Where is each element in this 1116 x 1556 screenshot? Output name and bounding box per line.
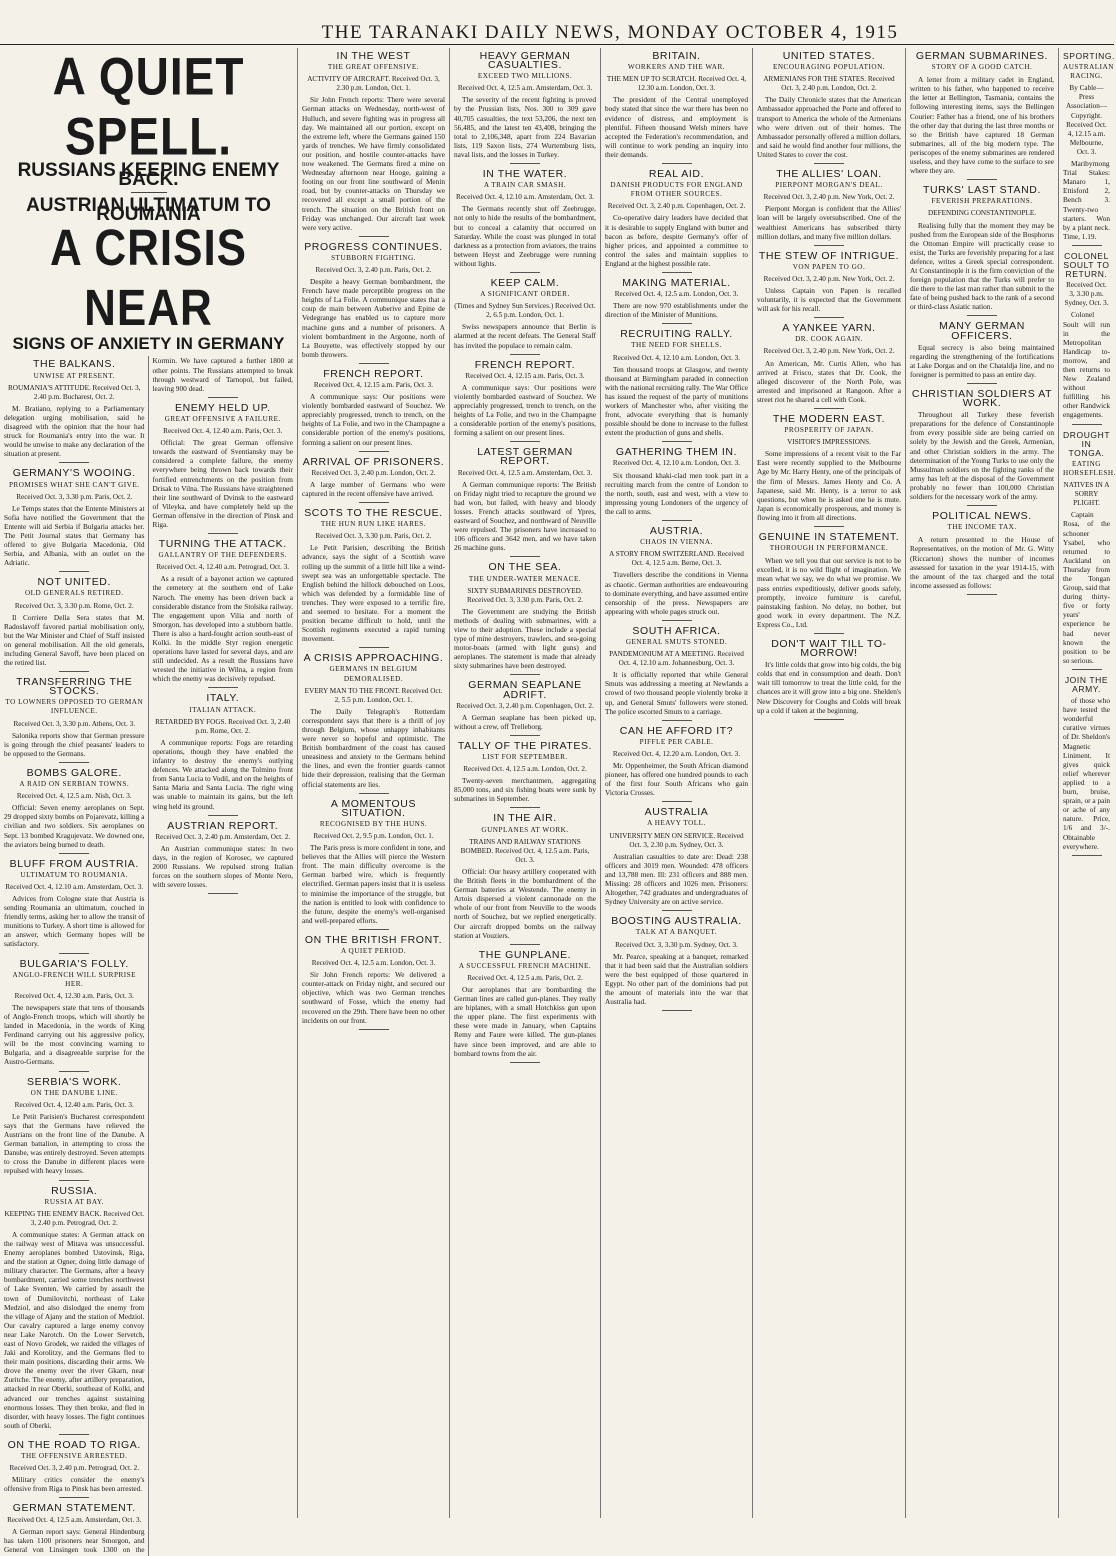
column-7 bbox=[1058, 48, 1114, 1518]
article-body: Six thousand khaki-clad men took part in a recruiting march from the centre of London to the north, south, east and west, with a view to impressing young Londoners of the urgency of the call to arms. bbox=[605, 470, 748, 516]
article-body: The Government are studying the British methods of dealing with submarines, with a view to their adoption. These include a special type of mine destroyers, trawlers, and sea-going motor-boats (armed with light guns) and aeroplanes. The statement is made that already sixty submarines have been destroyed. bbox=[454, 606, 596, 671]
article-subheadline: GENERAL SMUTS STONED. bbox=[625, 637, 728, 646]
article-body: A German report says: General Hindenburg has taken 1100 prisoners near Smorgon, and General von Linsingen took 1300 on the Kormin. We have captured a further 1800 at other points. The Russians attempted to break through westward of Tarnopol, but failed, leaving 900 dead. bbox=[4, 356, 293, 1554]
article-subheadline: PIERPONT MORGAN'S DEAL. bbox=[775, 181, 883, 190]
article-subheadline: PIFFLE PER CABLE. bbox=[639, 737, 714, 746]
article-subheadline: WORKERS AND THE WAR. bbox=[627, 63, 726, 72]
article-headline: COLONEL SOULT TO RETURN. bbox=[1063, 250, 1110, 280]
article-headline: SERBIA'S WORK. bbox=[27, 1075, 122, 1088]
article-headline: AUSTRALIA bbox=[644, 806, 709, 819]
article-headline: ON THE ROAD TO RIGA. bbox=[7, 1438, 141, 1451]
article-body: Unless Captain von Papen is recalled voluntarily, it is expected that the Government will ask for his recall. bbox=[757, 285, 901, 314]
article-dateline: Received Oct. 4, 12.5 a.m. London, Oct. 3. bbox=[614, 290, 739, 299]
article-headline: THE STEW OF INTRIGUE. bbox=[758, 249, 900, 262]
article-dateline: UNIVERSITY MEN ON SERVICE. Received Oct. 3, 2.30 p.m. Sydney, Oct. 3. bbox=[609, 831, 744, 849]
article-dateline: Received Oct. 4, 12.40 a.m. Petrograd, Oct. 3. bbox=[156, 563, 290, 572]
article-headline: ARRIVAL OF PRISONERS. bbox=[302, 455, 445, 468]
article bbox=[4, 578, 145, 672]
article-dateline: Received Oct. 4, 12.5 a.m. Amsterdam, Oct. 3. bbox=[457, 468, 593, 477]
lead-subhead-3: A CRISIS NEAR bbox=[49, 220, 248, 337]
column-1-stories bbox=[4, 356, 293, 1556]
article bbox=[910, 322, 1054, 384]
article-headline: THE GUNPLANE. bbox=[478, 948, 572, 961]
article bbox=[757, 415, 901, 527]
article-body: Official: Our heavy artillery cooperated with the British fleets in the bombardment of the German batteries at Westende. The enemy in Artois dispersed a violent cannonade on the whole of our front from Neuville to the woods north of Souchez, but we replied energetically. Our aircraft dropped bombs on the railway station at Vouziers. bbox=[454, 866, 596, 940]
article-headline: ON THE BRITISH FRONT. bbox=[304, 933, 443, 946]
article bbox=[4, 678, 145, 763]
article-dateline: Received Oct. 3, 2.40 p.m. Copenhagen, Oct. 2. bbox=[456, 701, 594, 710]
article-headline: NOT UNITED. bbox=[37, 576, 111, 589]
article-dateline: Received Oct. 3, 2.40 p.m. New York, Oct. 2. bbox=[763, 347, 895, 356]
article-body: of those who have tested the wonderful curative virtues of Dr. Sheldon's Magnetic Liniment. It gives quick relief wherever applied to a burn, bruise, sprain, or a pain or ache of any nature. Price, 1/6 and 3/-. Obtainable everywhere. bbox=[1063, 696, 1111, 851]
article bbox=[757, 324, 901, 409]
page-columns bbox=[0, 46, 1116, 1554]
article-dateline: Received Oct. 4, 12.10 a.m. London, Oct. 3. bbox=[612, 353, 741, 362]
column-4 bbox=[600, 48, 752, 1518]
article-headline: MAKING MATERIAL. bbox=[622, 276, 731, 289]
article-headline: DON'T WAIT TILL TO-MORROW! bbox=[771, 637, 887, 660]
article-headline: BOOSTING AUSTRALIA. bbox=[611, 915, 742, 928]
article-body: A communique says: Our positions were violently bombarded eastward of Souchez. We appreciably progressed, trench to trench, on the heights of La Folie, and two in the Champagne a considerable portion of the enemy's positions, forming a salient on our present lines. bbox=[302, 392, 445, 447]
article-body: The newspapers state that tens of thousands of Anglo-French troops, which will shortly be landed in Macedonia, in the words of King Ferdinand carrying out his aggressive policy, will be the most convincing warning to Bulgaria, and a disagreeable surprise for the Austro-Germans. bbox=[4, 1002, 145, 1067]
article-dateline: Received Oct. 4, 12.5 a.m. Paris, Oct. 2. bbox=[467, 973, 583, 982]
article-subheadline: A SIGNIFICANT ORDER. bbox=[480, 290, 570, 299]
article-headline: PROGRESS CONTINUES. bbox=[304, 240, 443, 253]
article bbox=[152, 401, 294, 534]
article-dateline: Received Oct. 4, 12.10 a.m. Amsterdam, Oct. 3. bbox=[456, 193, 594, 202]
article-body: Advices from Cologne state that Austria is sending Roumania an ultimatum, couched in friendly terms, asking her to allow the transit of munitions to Turkey. A short time is allowed for an answer, which Germany hopes will be satisfactory. bbox=[4, 893, 145, 949]
article-body: Le Petit Parisien, describing the British advance, says the sight of a Scottish wave rolling up the summit of a little hill like a wind-swept sea was an unforgettable spectacle. The English behind the hillock debouched on Loos, which was defended by a formidable line of trenches. They were exposed to a terrific fire, and seemed to hesitate. For a moment the position became difficult to hold, until the Scottish regiments executed a rapid turning movement. bbox=[302, 543, 445, 644]
article-dateline: (Times and Sydney Sun Services.) Received Oct. 2, 6.5 p.m. London, Oct. 1. bbox=[454, 302, 596, 320]
article-subheadline: PROSPERITY OF JAPAN. bbox=[784, 426, 874, 435]
article-body: Australian casualties to date are: Dead: 238 officers and 3019 men. Wounded: 478 officers and 13,788 men. Ill: 231 officers and 888 men. Missing: 28 officers and 1026 men. Prisoners: Altogether, 742 graduates and undergraduates of Sydney University are on active service. bbox=[605, 851, 748, 907]
article-subheadline: ITALIAN ATTACK. bbox=[189, 705, 257, 714]
article-dateline: Received Oct. 4, 12.30 a.m. Paris, Oct. 3. bbox=[14, 991, 134, 1000]
article-headline: FRENCH REPORT. bbox=[323, 367, 424, 380]
column-1 bbox=[0, 46, 297, 1554]
article-body: Equal secrecy is also being maintained regarding the strengthening of the fortifications at Lake Dorgas and on the Chataldja line, and no foreigner is permitted to pass an entire day. bbox=[910, 342, 1054, 379]
article-dateline: Received Oct. 4, 12.5 a.m. Amsterdam, Oct. 3. bbox=[7, 1515, 142, 1524]
article-subheadline: STUBBORN FIGHTING. bbox=[331, 253, 416, 262]
article-body: A German communique reports: The British on Friday night tried to recapture the ground we had won, but failed, with heavy and bloody losses. French attacks southward of Ypres, eastward of Souchez, and northward of Neuville were repulsed. The prisoners have increased to 106 officers and 3642 men, and we have taken 26 machine guns. bbox=[454, 479, 596, 553]
article-body: The Daily Telegraph's Rotterdam correspondent says that there is a thrill of joy through Belgium, whose unhappy inhabitants were never so hopeful and optimistic. The British bombardment of the coast has caused uneasiness and anxiety to the Germans behind the lines, and even the frontier guards cannot hide their depression, realising that the German official statements are lies. bbox=[302, 706, 445, 789]
article-subheadline: ULTIMATUM TO ROUMANIA. bbox=[20, 870, 129, 879]
article-subheadline: TALK AT A BANQUET. bbox=[635, 928, 718, 937]
article-body: It's little colds that grow into big colds, the big colds that end in consumption and death. Don't wait till tomorrow to treat the little cold, for the chances are it will grow into a big one. Shelden's New Discovery for Coughs and Colds will break up a cold if taken at the beginning. bbox=[757, 660, 901, 715]
article bbox=[757, 52, 901, 164]
article-body: The severity of the recent fighting is proved by the Prussian lists, Nos. 300 to 309 gave 40,705 casualties, the text 53,206, the next ten 56,485, and the latest ten 43,408, bringing the total to 2,106,348, apart from 224 Bavarian lists, 119 Saxon lists, 274 Wurtemburg lists, naval lists, and the losses in Turkey. bbox=[454, 95, 596, 159]
article-body: There are now 970 establishments under the direction of the Minister of Munitions. bbox=[605, 301, 748, 320]
article-dateline: Received Oct. 4, 12.10 a.m. Amsterdam, Oct. 3. bbox=[5, 882, 144, 891]
article bbox=[153, 540, 294, 688]
article-subheadline: AUSTRALIAN RACING. bbox=[1063, 63, 1114, 81]
article-subheadline: A QUIET PERIOD. bbox=[340, 946, 407, 955]
article bbox=[302, 654, 445, 793]
article-subheadline: THE OFFENSIVE ARRESTED. bbox=[21, 1452, 128, 1461]
article-dateline: Received Oct. 3, 2.40 p.m. Paris, Oct. 2. bbox=[315, 265, 432, 274]
column-6 bbox=[905, 48, 1058, 1518]
article-subheadline: DR. COOK AGAIN. bbox=[795, 335, 863, 344]
article bbox=[910, 186, 1054, 316]
lead-subhead-1: RUSSIANS KEEPING ENEMY BACK. bbox=[17, 160, 280, 191]
article-body: Mr. Oppenheimer, the South African diamond pioneer, has offered one hundred pounds to each of the first four South Africans who gain Victoria Crosses. bbox=[605, 761, 748, 798]
article-headline: IN THE WATER. bbox=[482, 168, 568, 181]
article-body: A communique says: Our positions were violently bombarded eastward of Souchez. We appreciably progressed, trench to trench, on the heights of La Folie, and two in the Champagne a considerable portion of the enemy's positions, forming a salient on our present lines. bbox=[454, 382, 596, 438]
article-dateline: Received Oct. 3, 3.30 p.m. Sydney, Oct. 3. bbox=[1064, 281, 1109, 308]
article-body: M. Bratiano, replying to a Parliamentary delegation urging mobilisation, said he disagreed with the opinion that the hour had struck for Roumania's entry into the war. It would be unwise to make any declaration of the situation at present. bbox=[4, 403, 145, 459]
article-headline: A YANKEE YARN. bbox=[782, 322, 876, 335]
article-subheadline: VON PAPEN TO GO. bbox=[792, 262, 866, 271]
article-headline: THE BALKANS. bbox=[33, 358, 116, 371]
article-body: Our aeroplanes that are bombarding the German lines are called gun-planes. They really are biplanes, with a small Hotchkiss gun upon the upper plane. The first experiments with these were made in January, when Captains Remy and Faure were killed. The gun-planes have since been improved, and are able to bombard towns from the air. bbox=[454, 984, 596, 1058]
article-headline: REAL AID. bbox=[648, 168, 705, 181]
article bbox=[4, 857, 145, 954]
article-headline: GERMAN SUBMARINES. bbox=[915, 50, 1049, 62]
article-headline: BOMBS GALORE. bbox=[26, 766, 122, 779]
article-dateline: THE MEN UP TO SCRATCH. Received Oct. 4, 12.30 a.m. London, Oct. 3. bbox=[606, 75, 747, 93]
article-dateline: Received Oct. 4, 12.5 a.m. Amsterdam, Oct. 3. bbox=[457, 84, 593, 93]
column-2 bbox=[297, 48, 449, 1518]
article bbox=[910, 52, 1054, 180]
article-body: Travellers describe the conditions in Vienna as chaotic. German authorities are endeavouring to dominate everything, and have assumed entire censorship of the press. Newspapers are appearing with whole pages struck out. bbox=[605, 570, 748, 616]
article bbox=[153, 694, 294, 815]
article-body: The Germans recently shut off Zeebrugge, not only to hide the results of the bombardment, but to conceal a calamity that occurred on Saturday. While the coast was plunged in total darkness as a protection from aviators, the trains between Heyst and Zeebrugge were running without lights. bbox=[454, 204, 596, 268]
article-headline: AUSTRIA. bbox=[649, 525, 704, 538]
article bbox=[302, 933, 445, 1030]
article-subheadline: PROMISES WHAT SHE CAN'T GIVE. bbox=[8, 480, 140, 489]
article-dateline: Received Oct. 4, 12.40 a.m. Paris, Oct. 3. bbox=[163, 427, 283, 436]
article bbox=[454, 170, 596, 273]
article-dateline: Received Oct. 3, 2.40 p.m. London, Oct. 2. bbox=[311, 468, 436, 477]
article-headline: POLITICAL NEWS. bbox=[932, 510, 1032, 523]
article-subheadline: THE GREAT OFFENSIVE. bbox=[327, 63, 420, 72]
article-subheadline: ANGLO-FRENCH WILL SURPRISE HER. bbox=[12, 970, 137, 988]
article bbox=[1063, 252, 1110, 425]
article-dateline: Received Oct. 3, 2.40 p.m. Copenhagen, Oct. 2. bbox=[607, 202, 746, 211]
divider bbox=[131, 192, 167, 193]
article bbox=[454, 948, 596, 1063]
article bbox=[757, 637, 901, 720]
article-subheadline: ENCOURAGING POPULATION. bbox=[772, 63, 886, 72]
article-dateline: ROUMANIA'S ATTITUDE. Received Oct. 3, 2.40 p.m. Bucharest, Oct. 2. bbox=[8, 383, 141, 401]
article-body: The president of the Central unemployed body stated that since the war there has been no evidence of distress, and employment is plentiful. Fifteen thousand Welsh miners have accepted the Federation's recommendation, and will continue to work pending an inquiry into their demands. bbox=[605, 95, 748, 159]
article bbox=[605, 527, 748, 621]
article-dateline: ARMENIANS FOR THE STATES. Received Oct. 3, 2.40 p.m. London, Oct. 2. bbox=[763, 75, 895, 93]
article-headline: AUSTRIAN REPORT. bbox=[167, 819, 279, 832]
article-body: Ten thousand troops at Glasgow, and twenty thousand at Birmingham paraded in connection with the national recruiting rally. The War Office has issued the request of the party of munitions workers of Manchester who, after visiting the front, advocate everything that is humanly possible should be done to increase to the fullest extent the production of guns and shells. bbox=[605, 364, 748, 438]
article-dateline: Received Oct. 3, 3.30 p.m. Paris, Oct. 2. bbox=[315, 532, 432, 541]
article bbox=[454, 358, 596, 443]
article-subheadline: RUSSIA AT BAY. bbox=[44, 1197, 104, 1206]
column-3 bbox=[449, 48, 600, 1518]
article-headline: ENEMY HELD UP. bbox=[174, 401, 271, 414]
article-dateline: EVERY MAN TO THE FRONT. Received Oct. 2, 5.5 p.m. London, Oct. 1. bbox=[304, 686, 443, 704]
article bbox=[302, 509, 445, 648]
article-body: A large number of Germans who were captured in the recent offensive have arrived. bbox=[302, 479, 445, 498]
article-subheadline: THE UNDER-WATER MENACE. bbox=[468, 574, 582, 583]
article bbox=[4, 957, 145, 1072]
article-dateline: A STORY FROM SWITZERLAND. Received Oct. 4, 12.5 a.m. Berne, Oct. 3. bbox=[609, 550, 744, 568]
article bbox=[1063, 676, 1110, 856]
article-subheadline: GREAT OFFENSIVE A FAILURE. bbox=[164, 414, 281, 423]
article-subheadline: THOROUGH IN PERFORMANCE. bbox=[769, 544, 889, 553]
article-dateline: Received Oct. 4, 12.20 a.m. London, Oct. 3. bbox=[612, 749, 741, 758]
article-subheadline: TO LOWNERS OPPOSED TO GERMAN INFLUENCE. bbox=[5, 698, 144, 716]
lead-subhead-4: SIGNS OF ANXIETY IN GERMANY bbox=[12, 334, 285, 354]
column-5 bbox=[752, 48, 905, 1518]
article-headline: GERMAN SEAPLANE ADRIFT. bbox=[468, 679, 582, 701]
article bbox=[605, 276, 748, 324]
article-body: Some impressions of a recent visit to the Far East were recently supplied to the Melbourne Age by Mr. Harry Henty, one of the principals of the firm of Messrs. James Henty and Co. A Japanese, said Mr. Henty, is a terror to ask questions, but when he is asked one he is mute. Japan is economically prosperous, and money is flowing into it from all directions. bbox=[757, 449, 901, 522]
article-headline: TALLY OF THE PIRATES. bbox=[457, 739, 593, 752]
article-subheadline: A RAID ON SERBIAN TOWNS. bbox=[19, 780, 130, 789]
article-headline: GATHERING THEM IN. bbox=[615, 446, 738, 459]
article-subheadline: RECOGNISED BY THE HUNS. bbox=[319, 819, 428, 828]
article-dateline: Received Oct. 3, 3.30 p.m. Paris, Oct. 2. bbox=[16, 492, 133, 501]
article-headline: A CRISIS APPROACHING. bbox=[303, 652, 444, 665]
article-subheadline: UNWISE AT PRESENT. bbox=[33, 371, 115, 380]
article-subheadline: GUNPLANES AT WORK. bbox=[481, 825, 569, 834]
article bbox=[605, 724, 748, 803]
article-dateline: Received Oct. 4, 12.15 a.m. Paris, Oct. 3. bbox=[313, 381, 434, 389]
article bbox=[302, 52, 445, 237]
article-headline: UNITED STATES. bbox=[782, 50, 876, 62]
article-body: Pierpont Morgan is confident that the Allies' loan will be largely oversubscribed. One of the wealthiest Americans has subscribed thirty million dollars, and many five million dollars. bbox=[757, 204, 901, 241]
article-dateline: TRAINS AND RAILWAY STATIONS BOMBED. Received Oct. 4, 12.5 a.m. Paris, Oct. 3. bbox=[460, 837, 590, 864]
article-dateline: RETARDED BY FOGS. Received Oct. 3, 2.40 p.m. Rome, Oct. 2. bbox=[155, 717, 291, 735]
article-body: Il Corriere Della Sera states that M. Radoslavoff favored partial mobilisation only, but the War Minister and Chief of Staff insisted on general mobilisation. All the old generals, including General Savoff, have been placed on the retired list. bbox=[4, 612, 145, 668]
masthead-rule bbox=[0, 44, 1114, 45]
article-headline: LATEST GERMAN REPORT. bbox=[477, 446, 573, 468]
article-subheadline: DANISH PRODUCTS FOR ENGLAND FROM OTHER SOURCES. bbox=[610, 181, 743, 199]
article-headline: A MOMENTOUS SITUATION. bbox=[330, 797, 417, 819]
article-headline: DROUGHT IN TONGA. bbox=[1063, 429, 1111, 458]
article-headline: SCOTS TO THE RESCUE. bbox=[304, 507, 443, 520]
article-body: Salonika reports show that German pressure is going through the chief peasants' leaders to be opposed to the Germans. bbox=[4, 730, 145, 758]
article-headline: SOUTH AFRICA. bbox=[632, 624, 721, 637]
article bbox=[4, 360, 145, 463]
article-dateline: VISITOR'S IMPRESSIONS. bbox=[787, 438, 871, 447]
article-headline: CAN HE AFFORD IT? bbox=[619, 724, 734, 737]
article-headline: RUSSIA. bbox=[51, 1184, 98, 1197]
article bbox=[605, 917, 748, 1011]
article-headline: THE ALLIES' LOAN. bbox=[776, 168, 882, 181]
article-body: A letter from a military cadet in England, written to his father, who happened to receive the letter at Bellington, Tasmania, contains the following interesting items, says the Bellingen Courier: Father has a friend, one of his brothers the other day that during the last three months or so the British have captured 18 German submarines, all of the big modern type. The periscopes of the enemy submarines are rendered useless, and they have come to the surface to see where they are. bbox=[910, 75, 1054, 176]
lead-subhead-2: AUSTRIAN ULTIMATUM TO ROUMANIA bbox=[26, 195, 271, 226]
article-body: Despite a heavy German bombardment, the French have made perceptible progress on the heights of La Folie. A communique states that a coup de main between Auberive and Epine de Vedegrange has enabled us to capture more machine guns and a number of prisoners. A violent bombardment in the Argonne, north of La Bouyette, was effectively stopped by our bomb throwers. bbox=[302, 277, 445, 359]
article-body: Military critics consider the enemy's offensive from Riga to Pinsk has been arrested. bbox=[4, 1475, 145, 1494]
article-body: Twenty-seven merchantmen, aggregating 85,000 tons, and six fishing boats were sunk by submarines in September. bbox=[454, 776, 596, 804]
article-dateline: Received Oct. 4, 12.5 a.m. London, Oct. 3. bbox=[311, 959, 436, 968]
article-subheadline: OLD GENERALS RETIRED. bbox=[24, 589, 124, 598]
article-headline: RECRUITING RALLY. bbox=[620, 328, 733, 341]
article-subheadline: A SUCCESSFUL FRENCH MACHINE. bbox=[458, 961, 592, 970]
article bbox=[910, 512, 1054, 595]
article bbox=[4, 766, 145, 854]
article-body: The Paris press is more confident in tone, and believes that the Allies will pierce the Western front. The main difficulty overcome is the German barbed wire, which is frequently electrified. German papers insist that it is useless to minimise the importance of the struggle, but the nation is entitled to look with confidence to the future, despite the enemy's well-organised and well-prepared efforts. bbox=[302, 843, 445, 925]
article-body: A communique states: A German attack on the railway west of Mitava was unsuccessful. Enemy aeroplanes bombed Ustovinsk, Riga, and the station at Ogner, doing little damage of military character. The Germans, after a heavy bombardment, carried some trenches northwest of Lake Sventen. We carried by assault the town of Dumilovitchi, northeast of Lake Medziol, and also dislodged the enemy from the village of Ajany and the station of Medziol. Our cavalry captured a large enemy convoy near Lake Narotch. On the Lower Servetch, east of Novo Grodek, we raided the villages of Jaki and Korolitzy, and the Germans fled to their main positions, discarding their arms. We drove the enemy over the river Gkarn, near Zuritche. The enemy, after artillery preparation, attacked in rear Oberki, southeast of Kolki, and advanced our trenches against sustaining enormous losses. They then broke, and fled in disorder, with heavy losses. The fight continues south of Oberki. bbox=[4, 1229, 145, 1430]
article bbox=[454, 276, 596, 355]
article bbox=[757, 170, 901, 246]
article-dateline: Received Oct. 3, 2.40 p.m. Petrograd, Oct. 2. bbox=[9, 1464, 140, 1473]
article-headline: TURKS' LAST STAND. bbox=[922, 184, 1042, 197]
article bbox=[454, 814, 596, 944]
article-body: A return presented to the House of Representatives, on the motion of Mr. G. Witty (Riccarton) shows the number of incomes assessed for taxation in the year 1914-15, with the amount of the tax charged and the total income assessed as follows: bbox=[910, 535, 1054, 590]
lead-headline: A QUIET SPELL. bbox=[52, 46, 245, 166]
article-body: Realising fully that the moment they may be pushed from the European side of the Bosphorus the Ottoman Empire will practically cease to exist, the Turks are feverishly preparing for a last defence, writes a Greek special correspondent. At Constantinople it is the firm conviction of the foreign population that the Turks will prefer to die there to the last man rather than submit to the fate of being pushed back to the rank of a second or third-class Asiatic nation. bbox=[910, 220, 1054, 312]
article bbox=[152, 819, 294, 895]
article-headline: ITALY. bbox=[206, 692, 240, 705]
article bbox=[4, 469, 145, 572]
article-dateline: Received Oct. 3, 3.30 p.m. Sydney, Oct. 3. bbox=[615, 940, 738, 949]
article-body: Co-operative dairy leaders have decided that it is desirable to supply England with butter and bacon as before, despite Germany's offer of higher prices, and appointed a committee to control the sales and maintain supplies to England at the highest possible rate. bbox=[605, 213, 748, 268]
article bbox=[454, 739, 596, 809]
article-body: An Austrian communique states: In two days, in the region of Korosec, we captured 2000 Russians. We repulsed strong Italian forces on the southern slopes of Monte Nero, with severe losses. bbox=[152, 843, 293, 890]
article bbox=[454, 681, 596, 735]
article-body: Le Temps states that the Entente Ministers at Sofia have notified the Government that the Entente will aid Serbia if Bulgaria attacks her. The Petit Journal states that Germany has offered to give Bulgaria Macedonia, Old Serbia, and Albania, with an outlet on the Adriatic. bbox=[4, 503, 145, 568]
article bbox=[1063, 429, 1116, 670]
article bbox=[1063, 51, 1116, 246]
article-headline: CHRISTIAN SOLDIERS AT WORK. bbox=[911, 388, 1053, 410]
article-dateline: ACTIVITY OF AIRCRAFT. Received Oct. 3, 2.30 p.m. London, Oct. 1. bbox=[307, 75, 440, 93]
article-headline: TURNING THE ATTACK. bbox=[158, 538, 287, 551]
article-headline: BRITAIN. bbox=[652, 50, 701, 62]
article-headline: BULGARIA'S FOLLY. bbox=[19, 957, 129, 970]
article-headline: IN THE WEST bbox=[336, 50, 411, 62]
article-dateline: Received Oct. 3, 2.40 p.m. New York, Oct. 2. bbox=[763, 274, 895, 283]
article-headline: SPORTING. bbox=[1063, 51, 1116, 61]
article-headline: GENUINE IN STATEMENT. bbox=[758, 531, 900, 544]
article-body: Mr. Pearce, speaking at a banquet, remarked that it had been said that the Australian soldiers were the best equipped of those quartered in Egypt. No other part of the dominions had put the amount of materials into the war that Australia had. bbox=[605, 951, 748, 1007]
article-body: Swiss newspapers announce that Berlin is alarmed at the recent defeats. The General Staff has invited the populace to remain calm. bbox=[454, 322, 596, 350]
article bbox=[454, 448, 596, 557]
article-body: An American, Mr. Curtis Allen, who has arrived at Frisco, states that Dr. Cook, the alleged discoverer of the North Pole, was arrested and imprisoned at Rangoon. After a street riot he shared a cell with Cook. bbox=[757, 358, 901, 404]
article-dateline: NATIVES IN A SORRY PLIGHT. bbox=[1063, 481, 1110, 508]
article bbox=[605, 808, 748, 911]
article-headline: GERMAN STATEMENT. bbox=[12, 1502, 136, 1515]
article bbox=[605, 52, 748, 164]
article-subheadline: CHAOS IN VIENNA. bbox=[640, 538, 713, 547]
article-body: As a result of a bayonet action we captured the cemetery at the southern end of Lake Naroch. The enemy has been driven back a considerable distance from the Stolsika railway. The engagement upon Vilia and north of Smorgon, has developed into a stubborn battle. There is also a hard-fought action south-east of Kolki. In the middle Styr region energetic operations have lasted for several days, and are still undecided. As a result the Russians have wrested the initiative in Wilna, a region from which the enemy was decisively repulsed. bbox=[152, 574, 293, 684]
article-subheadline: THE NEED FOR SHELLS. bbox=[631, 341, 722, 350]
article-dateline: Received Oct. 4, 12.10 a.m. London, Oct. 3. bbox=[612, 459, 741, 468]
article-dateline: Received Oct. 4, 12.5 a.m. London, Oct. 2. bbox=[463, 765, 587, 774]
article-body: A German seaplane has been picked up, without a crew, off Trelleborg. bbox=[454, 712, 596, 731]
article-body: The Daily Chronicle states that the American Ambassador approached the Porte and offered to transport to America the whole of the Armenians who were driven out of their homes. The Ambassador personally offered a million dollars, and said he would find another four millions, the United States to cover the cost. bbox=[757, 95, 901, 159]
article-dateline: KEEPING THE ENEMY BACK. Received Oct. 3, 2.40 p.m. Petrograd, Oct. 2. bbox=[4, 1209, 145, 1227]
article-headline: MANY GERMAN OFFICERS. bbox=[939, 320, 1025, 342]
article bbox=[757, 533, 901, 634]
article bbox=[454, 563, 596, 675]
article-dateline: Received Oct. 3, 3.30 p.m. Athens, Oct. 3. bbox=[13, 719, 136, 728]
article-body: Le Petit Parisien's Bucharest correspondent says that the Germans have relieved the Austrians on the front line of the Danube. A German battalion, in attempting to cross the Danube, was entirely destroyed. Seven attempts to cross the Danube in different places were repulsed with heavy losses. bbox=[4, 1111, 145, 1176]
article-subheadline: A HEAVY TOLL. bbox=[647, 819, 706, 828]
article-headline: ON THE SEA. bbox=[488, 561, 562, 574]
article-subheadline: A TRAIN CAR SMASH. bbox=[483, 181, 567, 190]
article-body: Sir John French reports: There were several German attacks on Wednesday, north-west of Hulluch, and severe fighting was in progress all day. We maintained all our portion, except on the extreme left, where the Germans gained 150 yards of trenches. We have firmly consolidated our position, and hostile counter-attacks have now weakened. The Germans fired a mine on Wednesday afternoon near Hooge, gaining a footing on our front line southward of Menin road, but by counter-attacks on Thursday we recovered all except a small portion of the trench. The situation on the British front on Friday was unchanged. Our aircraft last week were very active. bbox=[302, 95, 445, 232]
article-subheadline: LIST FOR SEPTEMBER. bbox=[482, 753, 568, 761]
article bbox=[605, 170, 748, 273]
article-subheadline: THE INCOME TAX. bbox=[947, 523, 1017, 532]
article bbox=[605, 624, 748, 721]
article-body: When we tell you that our service is not to be excelled, it is no wild flight of imagination. We mean what we say, we do what we promise. We pass entries expeditiously, deliver goods safely, promptly, invoice furniture is careful, painstaking fashion. No delay, no bother, but good work in every department. The N.Z. Express Co., Ltd. bbox=[757, 556, 901, 629]
article-headline: GERMANY'S WOOING. bbox=[12, 467, 136, 480]
article-body: Maribyrnong Trial Stakes: Manaro 1, Ettisford 2, Bench 3. Twenty-two starters. Won by a plant neck. Time, 1.19. bbox=[1063, 159, 1110, 241]
article bbox=[4, 1075, 145, 1181]
article bbox=[302, 455, 445, 503]
article-subheadline: THE HUN RUN LIKE HARES. bbox=[320, 520, 427, 529]
article-dateline: Received Oct. 3, 3.30 p.m. Rome, Oct. 2. bbox=[14, 601, 134, 610]
article-dateline: SIXTY SUBMARINES DESTROYED. Received Oct. 3, 3.30 p.m. Paris, Oct. 2. bbox=[467, 586, 583, 604]
article-body: Colonel Soult will run in the Metropolitan Handicap to-morrow, and then returns to New Zealand without fulfilling his other Randwick engagements. bbox=[1063, 310, 1110, 420]
article-dateline: PANDEMONIUM AT A MEETING. Received Oct. 4, 12.10 a.m. Johannesburg, Oct. 3. bbox=[609, 650, 744, 668]
article bbox=[302, 367, 445, 452]
article bbox=[605, 448, 748, 521]
article-subheadline: GERMANS IN BELGIUM DEMORALISED. bbox=[329, 665, 418, 683]
article-headline: TRANSFERRING THE STOCKS. bbox=[16, 676, 133, 698]
article bbox=[302, 240, 445, 364]
article-headline: HEAVY GERMAN CASUALTIES. bbox=[479, 50, 571, 72]
article-body: A communique reports: Fogs are retarding operations, though they have enabled the infantry to destroy the enemy's outlying defences. We attacked along the Tolmino front from Santa Lucia to Vodil, and on the heights of Santa Maria and Santa Lucia. The right wing was unable to maintain its gains, but the left wing held its ground. bbox=[152, 737, 293, 811]
article-subheadline: STORY OF A GOOD CATCH. bbox=[931, 63, 1033, 72]
article-headline: JOIN THE ARMY. bbox=[1064, 674, 1109, 694]
article-body: Throughout all Turkey these feverish preparations for the defence of Constantinople from every possible side are being carried on solely by the Jewish and the Greek, Armenian, and other Christian soldiers in the army. The determination of the Young Turks to use only the Mussulman soldiers on the fighting ranks of the army has left at the disposal of the Government probably no fewer than 100,000 Christian soldiers for the necessary work of the army. bbox=[910, 410, 1054, 502]
article bbox=[910, 390, 1054, 506]
article-body: Captain Rosa, of the schooner Ysabel, who returned to Auckland on Thursday from the Tongan Group, said that during thirty-five or forty years' experience he had never known the position to be so serious. bbox=[1063, 510, 1110, 665]
article-body: Official: The great German offensive towards the eastward of Sventiansky may be considered a complete failure, the enemy everywhere being thrown back towards their fortified entrenchments on the position from Drisak to Vilna. The Russians have straightened their line southward of Dvinsk to the eastward of Vileyka, and have completely held up the German offensive in the direction of Pinsk and Riga. bbox=[152, 438, 293, 529]
article bbox=[605, 330, 748, 442]
newspaper-title: THE TARANAKI DAILY NEWS, MONDAY OCTOBER 4, 1915 bbox=[321, 22, 899, 43]
article-headline: BLUFF FROM AUSTRIA. bbox=[9, 857, 139, 870]
article-subheadline: EXCEED TWO MILLIONS. bbox=[477, 72, 573, 81]
masthead bbox=[0, 0, 1114, 46]
article-body: Official: Seven enemy aeroplanes on Sept. 29 dropped sixty bombs on Pojarevatz, killing a civilian and two soldiers. Six aeroplanes on Sept. 13 bombed Kragujevatz. We downed one, the aviators being burned to death. bbox=[4, 803, 145, 849]
article-headline: THE MODERN EAST. bbox=[772, 413, 886, 425]
article-subheadline: FEVERISH PREPARATIONS. bbox=[931, 197, 1033, 206]
article-body: It is officially reported that while General Smuts was addressing a meeting at Newlands a crowd of two thousand people violently broke it up, and General Smuts' followers were stoned. The police escorted Smuts to a carriage. bbox=[605, 670, 748, 716]
article bbox=[4, 1184, 145, 1435]
article bbox=[302, 797, 445, 930]
article-dateline: Received Oct. 3, 2.40 p.m. New York, Oct. 2. bbox=[763, 193, 895, 202]
article-body: Sir John French reports: We delivered a counter-attack on Friday night, and secured our objective, which was two German trenches southward of Fosse, which the enemy had recovered on the 29th. There have been no other incidents on our front. bbox=[302, 970, 445, 1025]
article bbox=[757, 249, 901, 319]
article-headline: KEEP CALM. bbox=[490, 276, 560, 289]
article bbox=[4, 1438, 145, 1498]
article-headline: IN THE AIR. bbox=[493, 812, 557, 825]
article-dateline: Received Oct. 3, 2.40 p.m. Amsterdam, Oct. 2. bbox=[155, 832, 291, 841]
article-headline: FRENCH REPORT. bbox=[474, 358, 576, 371]
article-subheadline: EATING HORSEFLESH. bbox=[1063, 459, 1116, 477]
article-subheadline: ON THE DANUBE LINE. bbox=[30, 1088, 118, 1097]
article-dateline: By Cable—Press Association—Copyright. Received Oct. 4, 12.15 a.m. Melbourne, Oct. 3. bbox=[1065, 84, 1108, 156]
article-dateline: Received Oct. 2, 9.5 p.m. London, Oct. 1. bbox=[313, 831, 434, 840]
article-dateline: Received Oct. 4, 12.40 a.m. Paris, Oct. 3. bbox=[14, 1100, 134, 1109]
article-dateline: Received Oct. 4, 12.5 a.m. Nish, Oct. 3. bbox=[16, 792, 132, 801]
article bbox=[454, 52, 596, 164]
article-dateline: Received Oct. 4, 12.15 a.m. Paris, Oct. 3. bbox=[465, 371, 585, 380]
article-dateline: DEFENDING CONSTANTINOPLE. bbox=[927, 209, 1037, 218]
article-subheadline: GALLANTRY OF THE DEFENDERS. bbox=[158, 551, 287, 560]
